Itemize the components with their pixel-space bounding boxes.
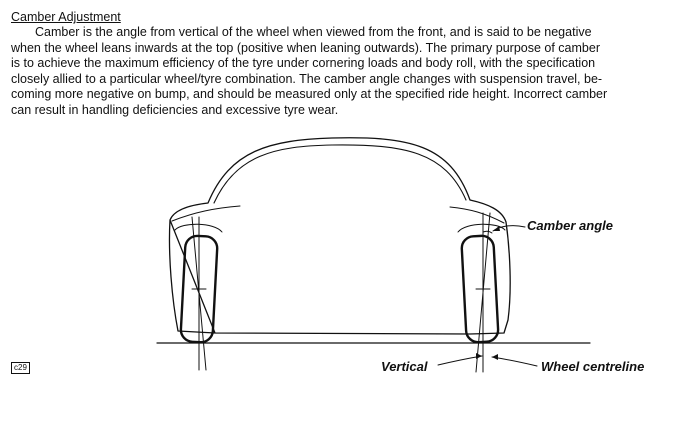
- section-heading: Camber Adjustment: [11, 10, 121, 24]
- camber-angle-arc: [483, 231, 492, 233]
- paragraph-line: when the wheel leans inwards at the top (positive when leaning outwards). The primary purpose of camber: [11, 40, 600, 55]
- paragraph-line: Camber is the angle from vertical of the wheel when viewed from the front, and is said to be negative: [35, 25, 592, 39]
- body-shoulder-line: [172, 206, 504, 223]
- label-vertical: Vertical: [381, 359, 428, 374]
- paragraph-line: can result in handling deficiencies and excessive tyre wear.: [11, 102, 339, 117]
- arrow-vertical: [476, 353, 482, 359]
- arrow-camber-angle: [493, 226, 500, 231]
- paragraph-line: closely allied to a particular wheel/tyre combination. The camber angle changes with suspension travel, be-: [11, 71, 603, 86]
- car-body-outline: [169, 138, 510, 334]
- arrow-wheel-centreline: [492, 354, 498, 360]
- paragraph-line: is to achieve the maximum efficiency of the tyre under cornering loads and body roll, with the specification: [11, 56, 596, 71]
- leader-wheel-centreline: [492, 357, 537, 366]
- figure-reference-code: c29: [11, 362, 30, 374]
- label-camber-angle: Camber angle: [527, 218, 613, 233]
- paragraph-line: coming more negative on bump, and should be measured only at the specified ride height. Incorrect camber: [11, 87, 608, 102]
- label-wheel-centreline: Wheel centreline: [541, 359, 645, 374]
- leader-vertical: [438, 356, 482, 365]
